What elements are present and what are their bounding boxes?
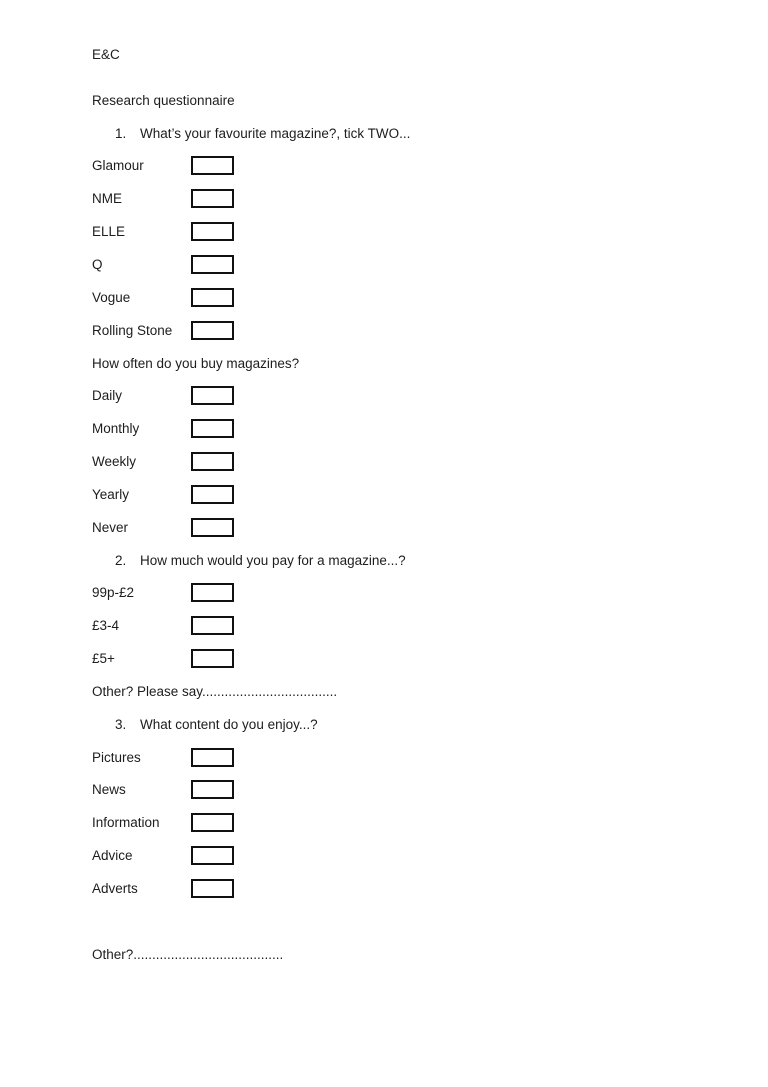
checkbox-monthly[interactable] bbox=[191, 419, 234, 438]
option-row bbox=[92, 511, 712, 544]
checkbox-daily[interactable] bbox=[191, 386, 234, 405]
option-label-information: Information bbox=[92, 815, 160, 831]
checkbox-99p-2[interactable] bbox=[191, 583, 234, 602]
option-label-rolling-stone: Rolling Stone bbox=[92, 322, 173, 338]
option-label-elle: ELLE bbox=[92, 224, 126, 240]
page-title: Research questionnaire bbox=[92, 92, 235, 108]
other-prompt-q3 bbox=[92, 938, 712, 971]
option-label-monthly: Monthly bbox=[92, 421, 140, 437]
option-row bbox=[92, 577, 712, 610]
checkbox-3-4[interactable] bbox=[191, 616, 234, 635]
option-row bbox=[92, 215, 712, 248]
checkbox-advice[interactable] bbox=[191, 846, 234, 865]
checkbox-weekly[interactable] bbox=[191, 452, 234, 471]
checkbox-elle[interactable] bbox=[191, 222, 234, 241]
option-label-daily: Daily bbox=[92, 388, 123, 404]
checkbox-information[interactable] bbox=[191, 813, 234, 832]
header-line bbox=[92, 38, 712, 71]
question-3-number: 3. bbox=[115, 716, 127, 732]
checkbox-glamour[interactable] bbox=[191, 156, 234, 175]
checkbox-yearly[interactable] bbox=[191, 485, 234, 504]
option-row bbox=[92, 412, 712, 445]
option-row bbox=[92, 478, 712, 511]
option-label-3-4: £3-4 bbox=[92, 618, 120, 634]
option-row bbox=[92, 609, 712, 642]
option-label-yearly: Yearly bbox=[92, 486, 130, 502]
question-1-heading bbox=[92, 117, 712, 150]
other-prompt-q2 bbox=[92, 675, 712, 708]
checkbox-q[interactable] bbox=[191, 255, 234, 274]
option-row bbox=[92, 150, 712, 183]
option-row bbox=[92, 806, 712, 839]
checkbox-nme[interactable] bbox=[191, 189, 234, 208]
checkbox-vogue[interactable] bbox=[191, 288, 234, 307]
blank-line bbox=[92, 905, 712, 938]
option-row bbox=[92, 314, 712, 347]
option-row bbox=[92, 774, 712, 807]
option-row bbox=[92, 839, 712, 872]
checkbox-5-plus[interactable] bbox=[191, 649, 234, 668]
question-3-heading bbox=[92, 708, 712, 741]
option-label-vogue: Vogue bbox=[92, 289, 131, 305]
spacer bbox=[92, 71, 712, 84]
question-2-number: 2. bbox=[115, 552, 127, 568]
option-row bbox=[92, 248, 712, 281]
checkbox-pictures[interactable] bbox=[191, 748, 234, 767]
option-label-advice: Advice bbox=[92, 848, 133, 864]
option-label-glamour: Glamour bbox=[92, 158, 144, 174]
option-label-5-plus: £5+ bbox=[92, 651, 115, 667]
question-3-text: What content do you enjoy...? bbox=[140, 716, 318, 732]
frequency-question-text: How often do you buy magazines? bbox=[92, 355, 300, 371]
option-row bbox=[92, 642, 712, 675]
option-label-weekly: Weekly bbox=[92, 454, 137, 470]
option-label-nme: NME bbox=[92, 191, 122, 207]
document-content bbox=[92, 38, 712, 971]
option-row bbox=[92, 741, 712, 774]
question-1-text: What’s your favourite magazine?, tick TWO... bbox=[140, 125, 411, 141]
title-line bbox=[92, 84, 712, 117]
question-1-number: 1. bbox=[115, 125, 127, 141]
option-label-never: Never bbox=[92, 519, 129, 535]
option-label-news: News bbox=[92, 782, 126, 798]
other-prompt-q2-text: Other? Please say.................................... bbox=[92, 683, 338, 699]
course-code: E&C bbox=[92, 46, 120, 62]
option-label-pictures: Pictures bbox=[92, 749, 141, 765]
option-label-q: Q bbox=[92, 256, 103, 272]
other-prompt-q3-text: Other?........................................ bbox=[92, 946, 284, 962]
checkbox-news[interactable] bbox=[191, 780, 234, 799]
option-label-99p-2: 99p-£2 bbox=[92, 585, 135, 601]
checkbox-never[interactable] bbox=[191, 518, 234, 537]
question-2-text: How much would you pay for a magazine...? bbox=[140, 552, 406, 568]
option-row bbox=[92, 872, 712, 905]
option-row bbox=[92, 182, 712, 215]
checkbox-rolling-stone[interactable] bbox=[191, 321, 234, 340]
checkbox-adverts[interactable] bbox=[191, 879, 234, 898]
option-label-adverts: Adverts bbox=[92, 881, 138, 897]
option-row bbox=[92, 445, 712, 478]
option-row bbox=[92, 281, 712, 314]
frequency-question-heading bbox=[92, 347, 712, 380]
question-2-heading bbox=[92, 544, 712, 577]
option-row bbox=[92, 379, 712, 412]
